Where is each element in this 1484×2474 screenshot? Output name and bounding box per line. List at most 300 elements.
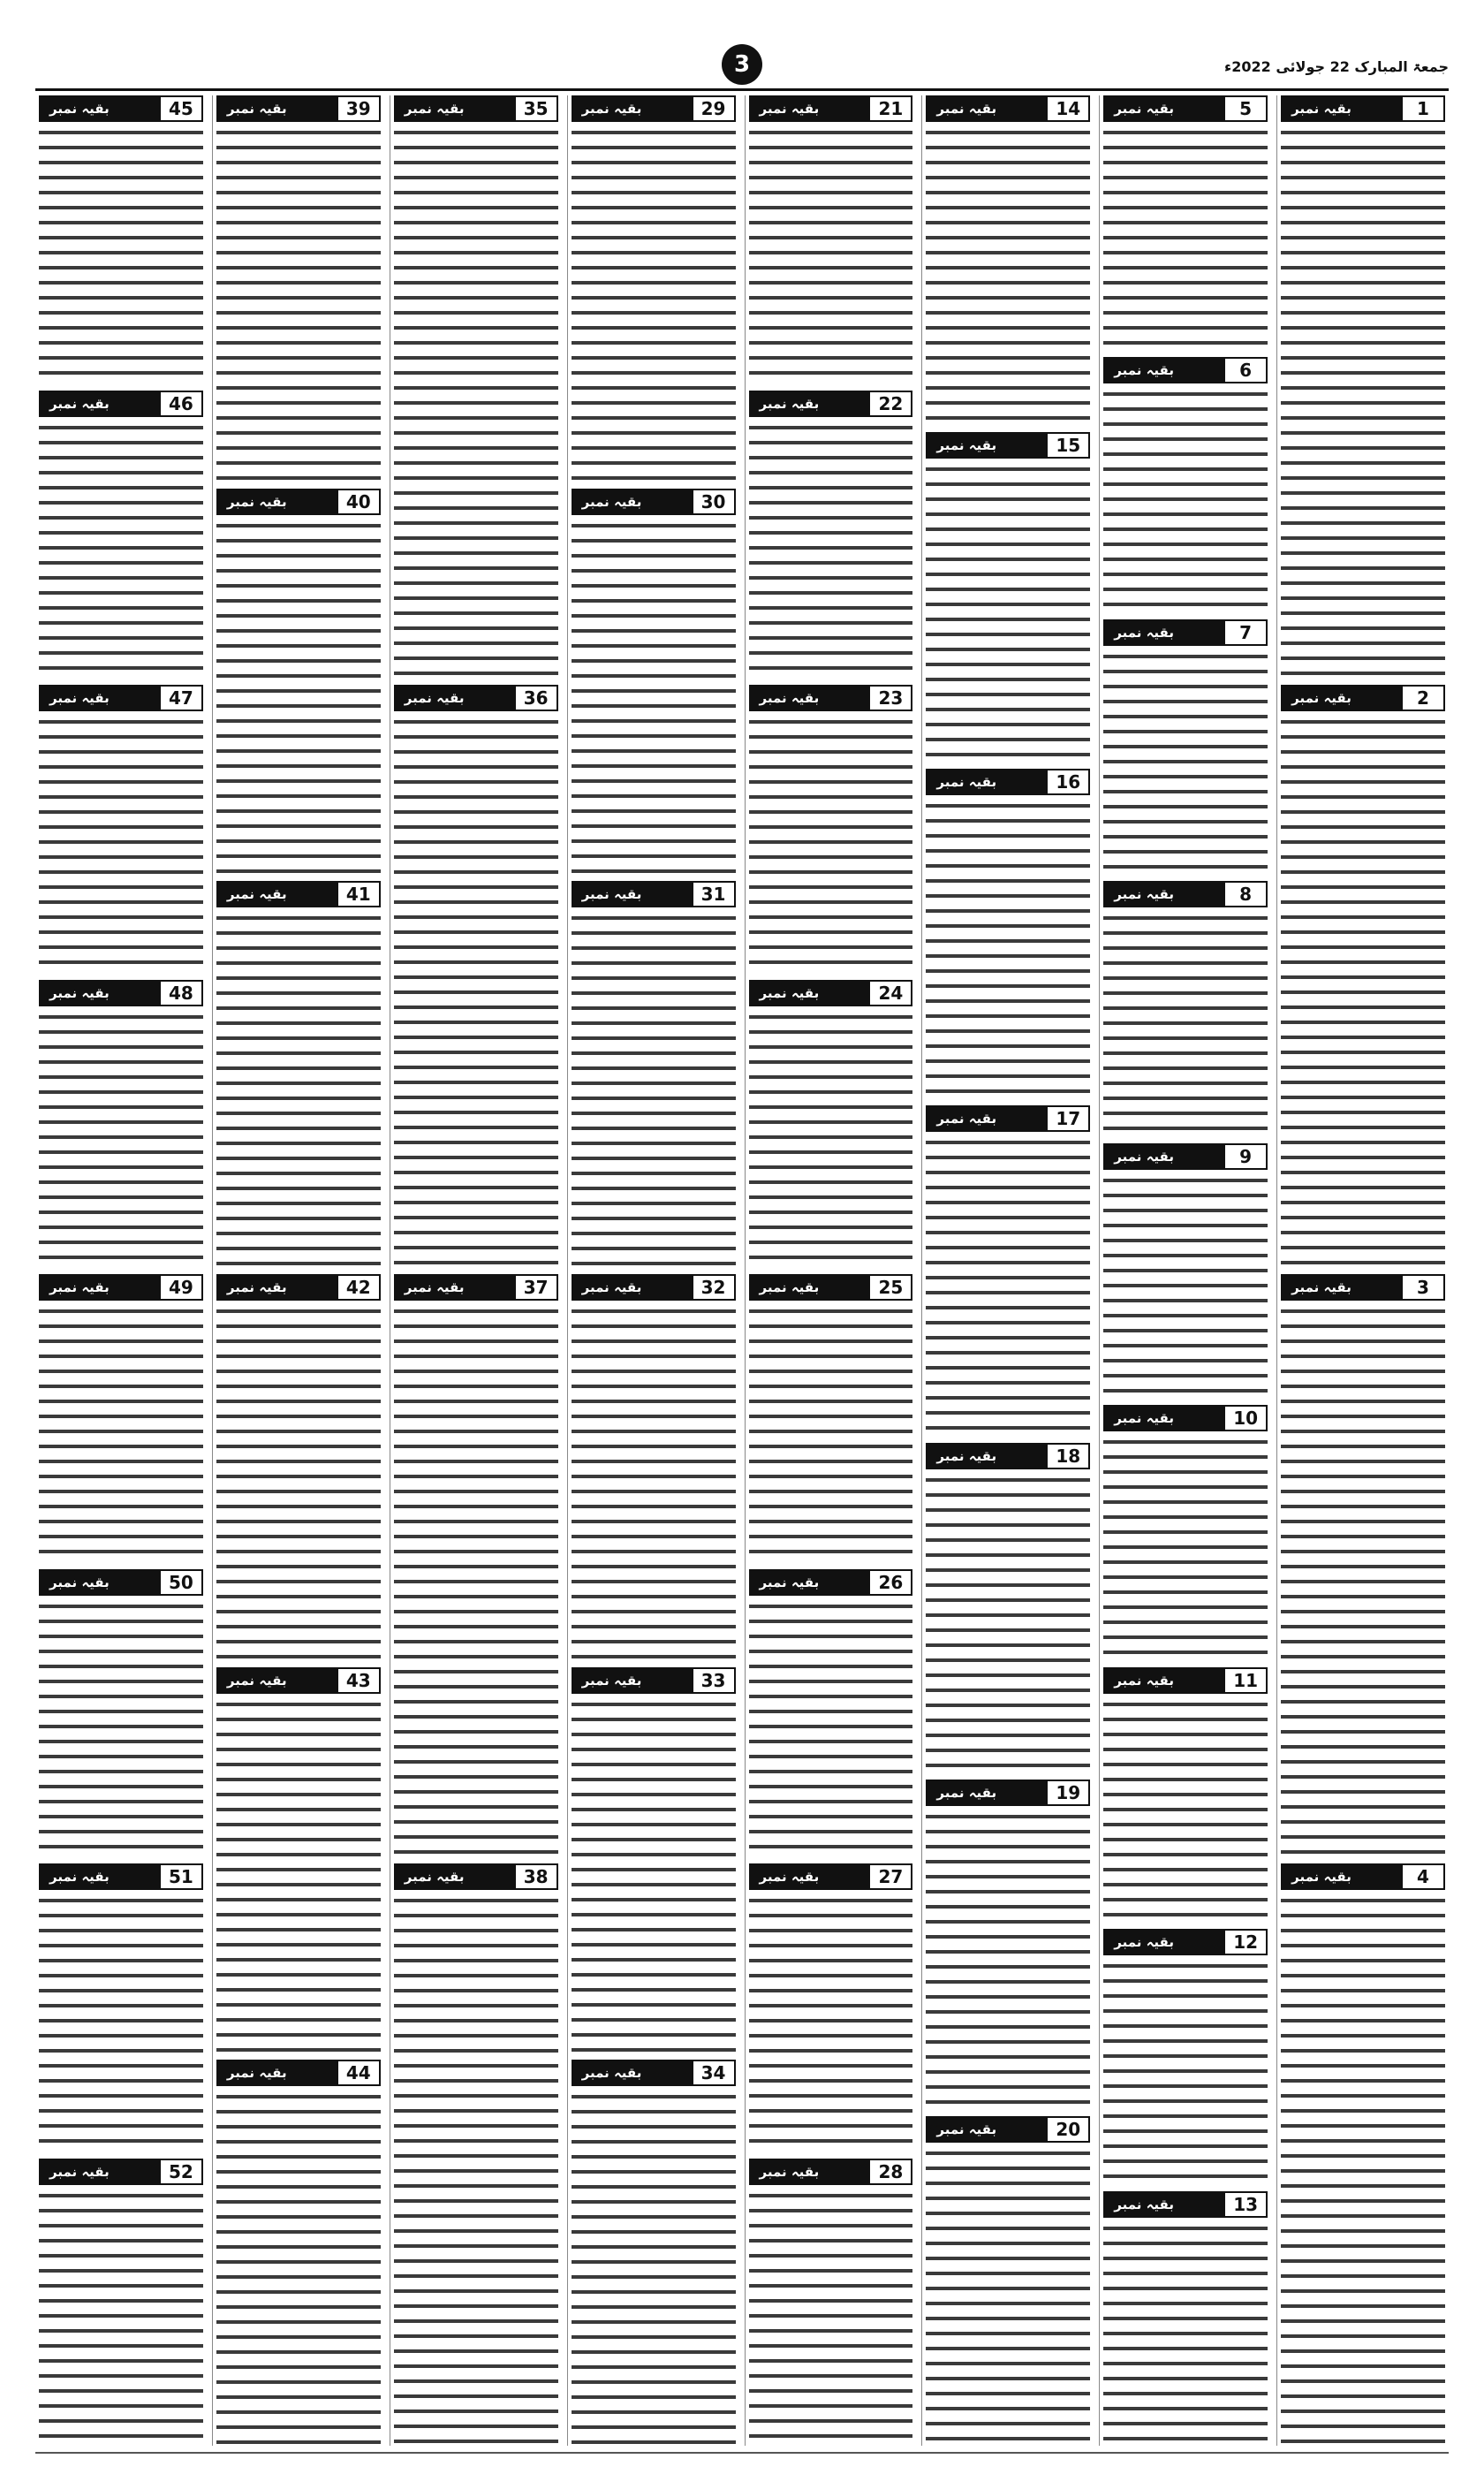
story-label: بقیہ نمبر bbox=[1105, 2193, 1223, 2216]
story-label: بقیہ نمبر bbox=[573, 1669, 692, 1692]
continuation-story bbox=[216, 2060, 381, 2446]
continuation-story bbox=[926, 432, 1090, 762]
story-number: 8 bbox=[1223, 883, 1266, 906]
story-label: بقیہ نمبر bbox=[41, 982, 159, 1005]
story-header bbox=[749, 95, 913, 122]
story-number: 38 bbox=[514, 1865, 556, 1888]
story-number: 2 bbox=[1401, 687, 1443, 710]
story-number: 48 bbox=[159, 982, 201, 1005]
story-body-text bbox=[572, 911, 736, 1267]
story-number: 23 bbox=[868, 687, 911, 710]
story-header bbox=[1103, 2191, 1268, 2218]
story-label: بقیہ نمبر bbox=[1105, 1145, 1223, 1168]
story-body-text bbox=[926, 1473, 1090, 1772]
story-header bbox=[1281, 95, 1445, 122]
column-2 bbox=[1099, 95, 1271, 2446]
story-body-text bbox=[39, 125, 203, 383]
story-label: بقیہ نمبر bbox=[751, 1571, 869, 1594]
continuation-story bbox=[1281, 685, 1445, 1267]
continuation-story bbox=[1103, 357, 1268, 611]
story-number: 34 bbox=[692, 2061, 734, 2084]
story-header bbox=[926, 1780, 1090, 1806]
story-number: 45 bbox=[159, 97, 201, 120]
continuation-story bbox=[216, 95, 381, 482]
continuation-story bbox=[1103, 95, 1268, 350]
story-header bbox=[572, 95, 736, 122]
story-number: 11 bbox=[1223, 1669, 1266, 1692]
story-number: 21 bbox=[868, 97, 911, 120]
story-number: 12 bbox=[1223, 1931, 1266, 1954]
continuation-story bbox=[39, 1863, 203, 2151]
story-body-text bbox=[216, 1697, 381, 2053]
story-header bbox=[1281, 1863, 1445, 1890]
story-label: بقیہ نمبر bbox=[751, 2160, 869, 2183]
continuation-story bbox=[926, 1105, 1090, 1435]
story-body-placeholder bbox=[1367, 1894, 1445, 1907]
story-body-placeholder bbox=[835, 1305, 912, 1317]
story-body-placeholder bbox=[1190, 126, 1268, 139]
story-number: 26 bbox=[868, 1571, 911, 1594]
story-label: بقیہ نمبر bbox=[396, 97, 514, 120]
story-header bbox=[39, 95, 203, 122]
story-body-text bbox=[926, 2146, 1090, 2446]
story-label: بقیہ نمبر bbox=[41, 392, 159, 415]
story-label: بقیہ نمبر bbox=[41, 1571, 159, 1594]
story-body-text bbox=[39, 1893, 203, 2151]
story-body-placeholder bbox=[125, 2189, 202, 2202]
story-header bbox=[39, 2159, 203, 2185]
continuation-story bbox=[749, 1569, 913, 1857]
story-body-placeholder bbox=[1190, 650, 1268, 663]
story-label: بقیہ نمبر bbox=[1105, 621, 1223, 644]
story-label: بقیہ نمبر bbox=[751, 392, 869, 415]
story-header bbox=[749, 685, 913, 711]
continuation-story bbox=[216, 1274, 381, 1660]
story-body-placeholder bbox=[1012, 1474, 1090, 1486]
story-body-placeholder bbox=[125, 1600, 202, 1613]
story-header bbox=[39, 980, 203, 1006]
story-number: 51 bbox=[159, 1865, 201, 1888]
story-body-placeholder bbox=[1012, 1810, 1090, 1823]
continuation-story bbox=[572, 881, 736, 1267]
story-number: 36 bbox=[514, 687, 556, 710]
story-label: بقیہ نمبر bbox=[928, 1781, 1046, 1804]
story-body-text bbox=[1103, 1435, 1268, 1659]
story-label: بقیہ نمبر bbox=[573, 490, 692, 513]
story-label: بقیہ نمبر bbox=[751, 1865, 869, 1888]
continuation-story bbox=[216, 1667, 381, 2053]
story-body-text bbox=[749, 1010, 913, 1268]
story-label: بقیہ نمبر bbox=[218, 1669, 337, 1692]
story-label: بقیہ نمبر bbox=[751, 1276, 869, 1299]
story-body-placeholder bbox=[480, 1894, 557, 1907]
story-number: 46 bbox=[159, 392, 201, 415]
story-body-text bbox=[216, 1304, 381, 1660]
continuation-story bbox=[926, 2116, 1090, 2446]
story-header bbox=[216, 489, 381, 515]
story-header bbox=[749, 980, 913, 1006]
continuation-story bbox=[1103, 1143, 1268, 1398]
story-header bbox=[1103, 881, 1268, 907]
continuation-story bbox=[1103, 1405, 1268, 1659]
story-label: بقیہ نمبر bbox=[218, 883, 337, 906]
story-label: بقیہ نمبر bbox=[41, 1276, 159, 1299]
story-header bbox=[1281, 1274, 1445, 1301]
story-header bbox=[749, 1274, 913, 1301]
story-body-placeholder bbox=[1190, 1960, 1268, 1972]
story-body-placeholder bbox=[835, 2189, 912, 2202]
story-number: 17 bbox=[1046, 1107, 1088, 1130]
story-header bbox=[572, 2060, 736, 2086]
story-label: بقیہ نمبر bbox=[41, 1865, 159, 1888]
story-number: 27 bbox=[868, 1865, 911, 1888]
story-label: بقیہ نمبر bbox=[1105, 1931, 1223, 1954]
story-number: 5 bbox=[1223, 97, 1266, 120]
continuation-story bbox=[39, 1274, 203, 1562]
story-number: 3 bbox=[1401, 1276, 1443, 1299]
story-body-placeholder bbox=[1190, 1698, 1268, 1711]
story-label: بقیہ نمبر bbox=[928, 770, 1046, 793]
story-label: بقیہ نمبر bbox=[218, 2061, 337, 2084]
continuation-story bbox=[39, 980, 203, 1268]
story-header bbox=[39, 1863, 203, 1890]
story-body-text bbox=[572, 519, 736, 875]
continuation-story bbox=[394, 95, 558, 678]
continuation-story bbox=[1281, 95, 1445, 678]
continuation-story bbox=[1103, 1667, 1268, 1922]
story-label: بقیہ نمبر bbox=[41, 2160, 159, 2183]
story-number: 1 bbox=[1401, 97, 1443, 120]
story-body-placeholder bbox=[835, 421, 912, 434]
story-number: 22 bbox=[868, 392, 911, 415]
story-body-placeholder bbox=[1367, 126, 1445, 139]
continuation-story bbox=[1103, 1929, 1268, 2183]
story-body-text bbox=[1103, 1959, 1268, 2183]
story-body-text bbox=[926, 1135, 1090, 1435]
story-body-placeholder bbox=[1012, 2147, 1090, 2159]
story-number: 42 bbox=[337, 1276, 379, 1299]
story-label: بقیہ نمبر bbox=[1105, 97, 1223, 120]
footer-rule bbox=[35, 2452, 1449, 2454]
story-body-text bbox=[216, 2090, 381, 2446]
story-header bbox=[1103, 1929, 1268, 1955]
story-body-placeholder bbox=[302, 1305, 380, 1317]
story-body-text bbox=[749, 2189, 913, 2447]
story-body-text bbox=[926, 462, 1090, 762]
story-label: بقیہ نمبر bbox=[396, 687, 514, 710]
story-number: 7 bbox=[1223, 621, 1266, 644]
story-header bbox=[394, 95, 558, 122]
continuation-story bbox=[394, 685, 558, 1267]
story-label: بقیہ نمبر bbox=[41, 687, 159, 710]
story-body-placeholder bbox=[302, 126, 380, 139]
story-body-text bbox=[749, 1304, 913, 1562]
column-6 bbox=[390, 95, 562, 2446]
story-label: بقیہ نمبر bbox=[573, 2061, 692, 2084]
story-header bbox=[216, 1667, 381, 1694]
story-number: 20 bbox=[1046, 2118, 1088, 2141]
story-body-placeholder bbox=[125, 1305, 202, 1317]
story-body-placeholder bbox=[657, 2091, 735, 2103]
story-header bbox=[1103, 1405, 1268, 1431]
story-number: 30 bbox=[692, 490, 734, 513]
story-body-placeholder bbox=[835, 1894, 912, 1907]
story-body-text bbox=[749, 421, 913, 679]
story-body-text bbox=[1281, 125, 1445, 678]
story-body-text bbox=[394, 1304, 558, 1856]
story-body-placeholder bbox=[302, 520, 380, 532]
continuation-story bbox=[1281, 1274, 1445, 1856]
story-number: 13 bbox=[1223, 2193, 1266, 2216]
story-body-text bbox=[216, 911, 381, 1267]
story-body-text bbox=[39, 715, 203, 973]
story-number: 29 bbox=[692, 97, 734, 120]
story-label: بقیہ نمبر bbox=[396, 1276, 514, 1299]
continuation-story bbox=[39, 95, 203, 383]
story-number: 15 bbox=[1046, 434, 1088, 457]
story-body-placeholder bbox=[1190, 388, 1268, 400]
story-body-placeholder bbox=[1190, 2222, 1268, 2235]
story-label: بقیہ نمبر bbox=[751, 982, 869, 1005]
story-body-text bbox=[926, 799, 1090, 1098]
story-header bbox=[926, 2116, 1090, 2143]
story-body-text bbox=[39, 421, 203, 679]
continuation-story bbox=[39, 1569, 203, 1857]
story-label: بقیہ نمبر bbox=[1283, 1276, 1401, 1299]
story-body-text bbox=[216, 519, 381, 875]
story-body-text bbox=[1103, 2221, 1268, 2446]
continuation-story bbox=[749, 2159, 913, 2447]
continuation-story bbox=[572, 95, 736, 482]
story-body-placeholder bbox=[657, 1305, 735, 1317]
story-number: 50 bbox=[159, 1571, 201, 1594]
story-header bbox=[926, 95, 1090, 122]
story-header bbox=[394, 1274, 558, 1301]
story-body-text bbox=[1103, 649, 1268, 874]
masthead bbox=[35, 44, 1449, 90]
continuation-story bbox=[926, 769, 1090, 1098]
story-number: 37 bbox=[514, 1276, 556, 1299]
continuation-story bbox=[216, 489, 381, 875]
continuation-story bbox=[1103, 619, 1268, 874]
story-label: بقیہ نمبر bbox=[218, 1276, 337, 1299]
story-body-text bbox=[749, 1599, 913, 1857]
story-header bbox=[1103, 1667, 1268, 1694]
story-label: بقیہ نمبر bbox=[1283, 97, 1401, 120]
story-body-placeholder bbox=[1190, 1436, 1268, 1448]
story-number: 52 bbox=[159, 2160, 201, 2183]
story-body-placeholder bbox=[835, 126, 912, 139]
continuation-story bbox=[749, 1274, 913, 1562]
story-body-text bbox=[926, 1810, 1090, 2109]
continuation-story bbox=[1281, 1863, 1445, 2446]
story-body-text bbox=[572, 2090, 736, 2446]
column-8 bbox=[35, 95, 207, 2446]
columns-container bbox=[35, 95, 1449, 2446]
story-number: 9 bbox=[1223, 1145, 1266, 1168]
story-body-placeholder bbox=[657, 520, 735, 532]
column-4 bbox=[745, 95, 917, 2446]
story-number: 4 bbox=[1401, 1865, 1443, 1888]
continuation-story bbox=[926, 95, 1090, 425]
story-body-placeholder bbox=[1012, 1136, 1090, 1149]
story-body-text bbox=[39, 1304, 203, 1562]
continuation-story bbox=[394, 1863, 558, 2446]
story-body-placeholder bbox=[657, 912, 735, 924]
story-body-text bbox=[1103, 911, 1268, 1135]
continuation-story bbox=[572, 1274, 736, 1660]
story-header bbox=[926, 432, 1090, 459]
story-label: بقیہ نمبر bbox=[928, 1107, 1046, 1130]
story-header bbox=[216, 1274, 381, 1301]
continuation-story bbox=[749, 95, 913, 383]
story-body-placeholder bbox=[1367, 1305, 1445, 1317]
continuation-story bbox=[1103, 881, 1268, 1135]
story-header bbox=[394, 685, 558, 711]
story-label: بقیہ نمبر bbox=[751, 687, 869, 710]
story-number: 16 bbox=[1046, 770, 1088, 793]
continuation-story bbox=[572, 1667, 736, 2053]
story-number: 18 bbox=[1046, 1445, 1088, 1468]
story-header bbox=[572, 489, 736, 515]
story-header bbox=[39, 391, 203, 417]
story-header bbox=[572, 881, 736, 907]
story-header bbox=[572, 1667, 736, 1694]
story-number: 14 bbox=[1046, 97, 1088, 120]
story-number: 47 bbox=[159, 687, 201, 710]
continuation-story bbox=[749, 685, 913, 973]
story-body-text bbox=[1103, 1173, 1268, 1398]
story-body-text bbox=[1281, 715, 1445, 1267]
story-header bbox=[1103, 95, 1268, 122]
story-label: بقیہ نمبر bbox=[928, 1445, 1046, 1468]
story-label: بقیہ نمبر bbox=[1283, 1865, 1401, 1888]
story-body-text bbox=[572, 125, 736, 482]
story-label: بقیہ نمبر bbox=[1105, 883, 1223, 906]
story-header bbox=[1103, 619, 1268, 646]
story-number: 35 bbox=[514, 97, 556, 120]
continuation-story bbox=[216, 881, 381, 1267]
story-number: 25 bbox=[868, 1276, 911, 1299]
continuation-story bbox=[39, 685, 203, 973]
story-body-text bbox=[1103, 387, 1268, 611]
story-body-placeholder bbox=[657, 1698, 735, 1711]
story-body-placeholder bbox=[480, 1305, 557, 1317]
story-header bbox=[572, 1274, 736, 1301]
story-body-placeholder bbox=[480, 126, 557, 139]
story-body-text bbox=[216, 125, 381, 482]
story-header bbox=[926, 769, 1090, 795]
story-number: 6 bbox=[1223, 359, 1266, 382]
story-number: 24 bbox=[868, 982, 911, 1005]
story-header bbox=[749, 1569, 913, 1596]
story-label: بقیہ نمبر bbox=[41, 97, 159, 120]
story-number: 40 bbox=[337, 490, 379, 513]
story-label: بقیہ نمبر bbox=[573, 1276, 692, 1299]
story-number: 44 bbox=[337, 2061, 379, 2084]
story-label: بقیہ نمبر bbox=[928, 97, 1046, 120]
story-header bbox=[216, 95, 381, 122]
dateline: جمعۃ المبارک 22 جولائی 2022ء bbox=[1224, 58, 1449, 75]
story-body-placeholder bbox=[1367, 716, 1445, 728]
continuation-story bbox=[926, 1443, 1090, 1772]
story-header bbox=[749, 2159, 913, 2185]
continuation-story bbox=[926, 1780, 1090, 2109]
story-body-placeholder bbox=[1190, 912, 1268, 924]
story-body-placeholder bbox=[1190, 1174, 1268, 1187]
story-number: 32 bbox=[692, 1276, 734, 1299]
story-label: بقیہ نمبر bbox=[573, 97, 692, 120]
story-body-placeholder bbox=[835, 716, 912, 728]
story-body-placeholder bbox=[125, 421, 202, 434]
story-body-placeholder bbox=[1012, 126, 1090, 139]
story-number: 10 bbox=[1223, 1407, 1266, 1430]
story-body-text bbox=[1103, 1697, 1268, 1922]
story-body-text bbox=[394, 125, 558, 678]
story-label: بقیہ نمبر bbox=[928, 434, 1046, 457]
continuation-story bbox=[1103, 2191, 1268, 2446]
story-body-placeholder bbox=[1012, 463, 1090, 475]
column-7 bbox=[212, 95, 384, 2446]
story-body-text bbox=[1103, 125, 1268, 350]
story-label: بقیہ نمبر bbox=[1105, 1407, 1223, 1430]
story-body-text bbox=[39, 1599, 203, 1857]
story-body-text bbox=[749, 715, 913, 973]
story-header bbox=[749, 391, 913, 417]
story-header bbox=[39, 685, 203, 711]
story-body-placeholder bbox=[125, 716, 202, 728]
story-label: بقیہ نمبر bbox=[1105, 1669, 1223, 1692]
story-number: 28 bbox=[868, 2160, 911, 2183]
story-label: بقیہ نمبر bbox=[751, 97, 869, 120]
story-body-text bbox=[39, 1010, 203, 1268]
column-1 bbox=[1276, 95, 1449, 2446]
story-label: بقیہ نمبر bbox=[1105, 359, 1223, 382]
story-number: 41 bbox=[337, 883, 379, 906]
story-body-text bbox=[1281, 1893, 1445, 2446]
story-label: بقیہ نمبر bbox=[573, 883, 692, 906]
continuation-story bbox=[39, 2159, 203, 2447]
continuation-story bbox=[572, 489, 736, 875]
continuation-story bbox=[749, 391, 913, 679]
story-header bbox=[394, 1863, 558, 1890]
continuation-story bbox=[749, 980, 913, 1268]
story-body-placeholder bbox=[125, 126, 202, 139]
story-number: 43 bbox=[337, 1669, 379, 1692]
story-body-placeholder bbox=[480, 716, 557, 728]
continuation-story bbox=[572, 2060, 736, 2446]
story-number: 33 bbox=[692, 1669, 734, 1692]
story-body-text bbox=[1281, 1304, 1445, 1856]
story-body-text bbox=[39, 2189, 203, 2447]
story-label: بقیہ نمبر bbox=[218, 97, 337, 120]
page-number-badge: 3 bbox=[722, 44, 762, 85]
story-body-text bbox=[394, 715, 558, 1267]
story-body-placeholder bbox=[125, 1011, 202, 1023]
story-body-text bbox=[926, 125, 1090, 425]
story-header bbox=[216, 881, 381, 907]
story-number: 19 bbox=[1046, 1781, 1088, 1804]
story-number: 31 bbox=[692, 883, 734, 906]
story-number: 49 bbox=[159, 1276, 201, 1299]
story-header bbox=[39, 1274, 203, 1301]
story-label: بقیہ نمبر bbox=[218, 490, 337, 513]
column-3 bbox=[921, 95, 1094, 2446]
story-body-placeholder bbox=[302, 2091, 380, 2103]
masthead-rule bbox=[35, 88, 1449, 91]
story-header bbox=[39, 1569, 203, 1596]
story-body-text bbox=[749, 125, 913, 383]
